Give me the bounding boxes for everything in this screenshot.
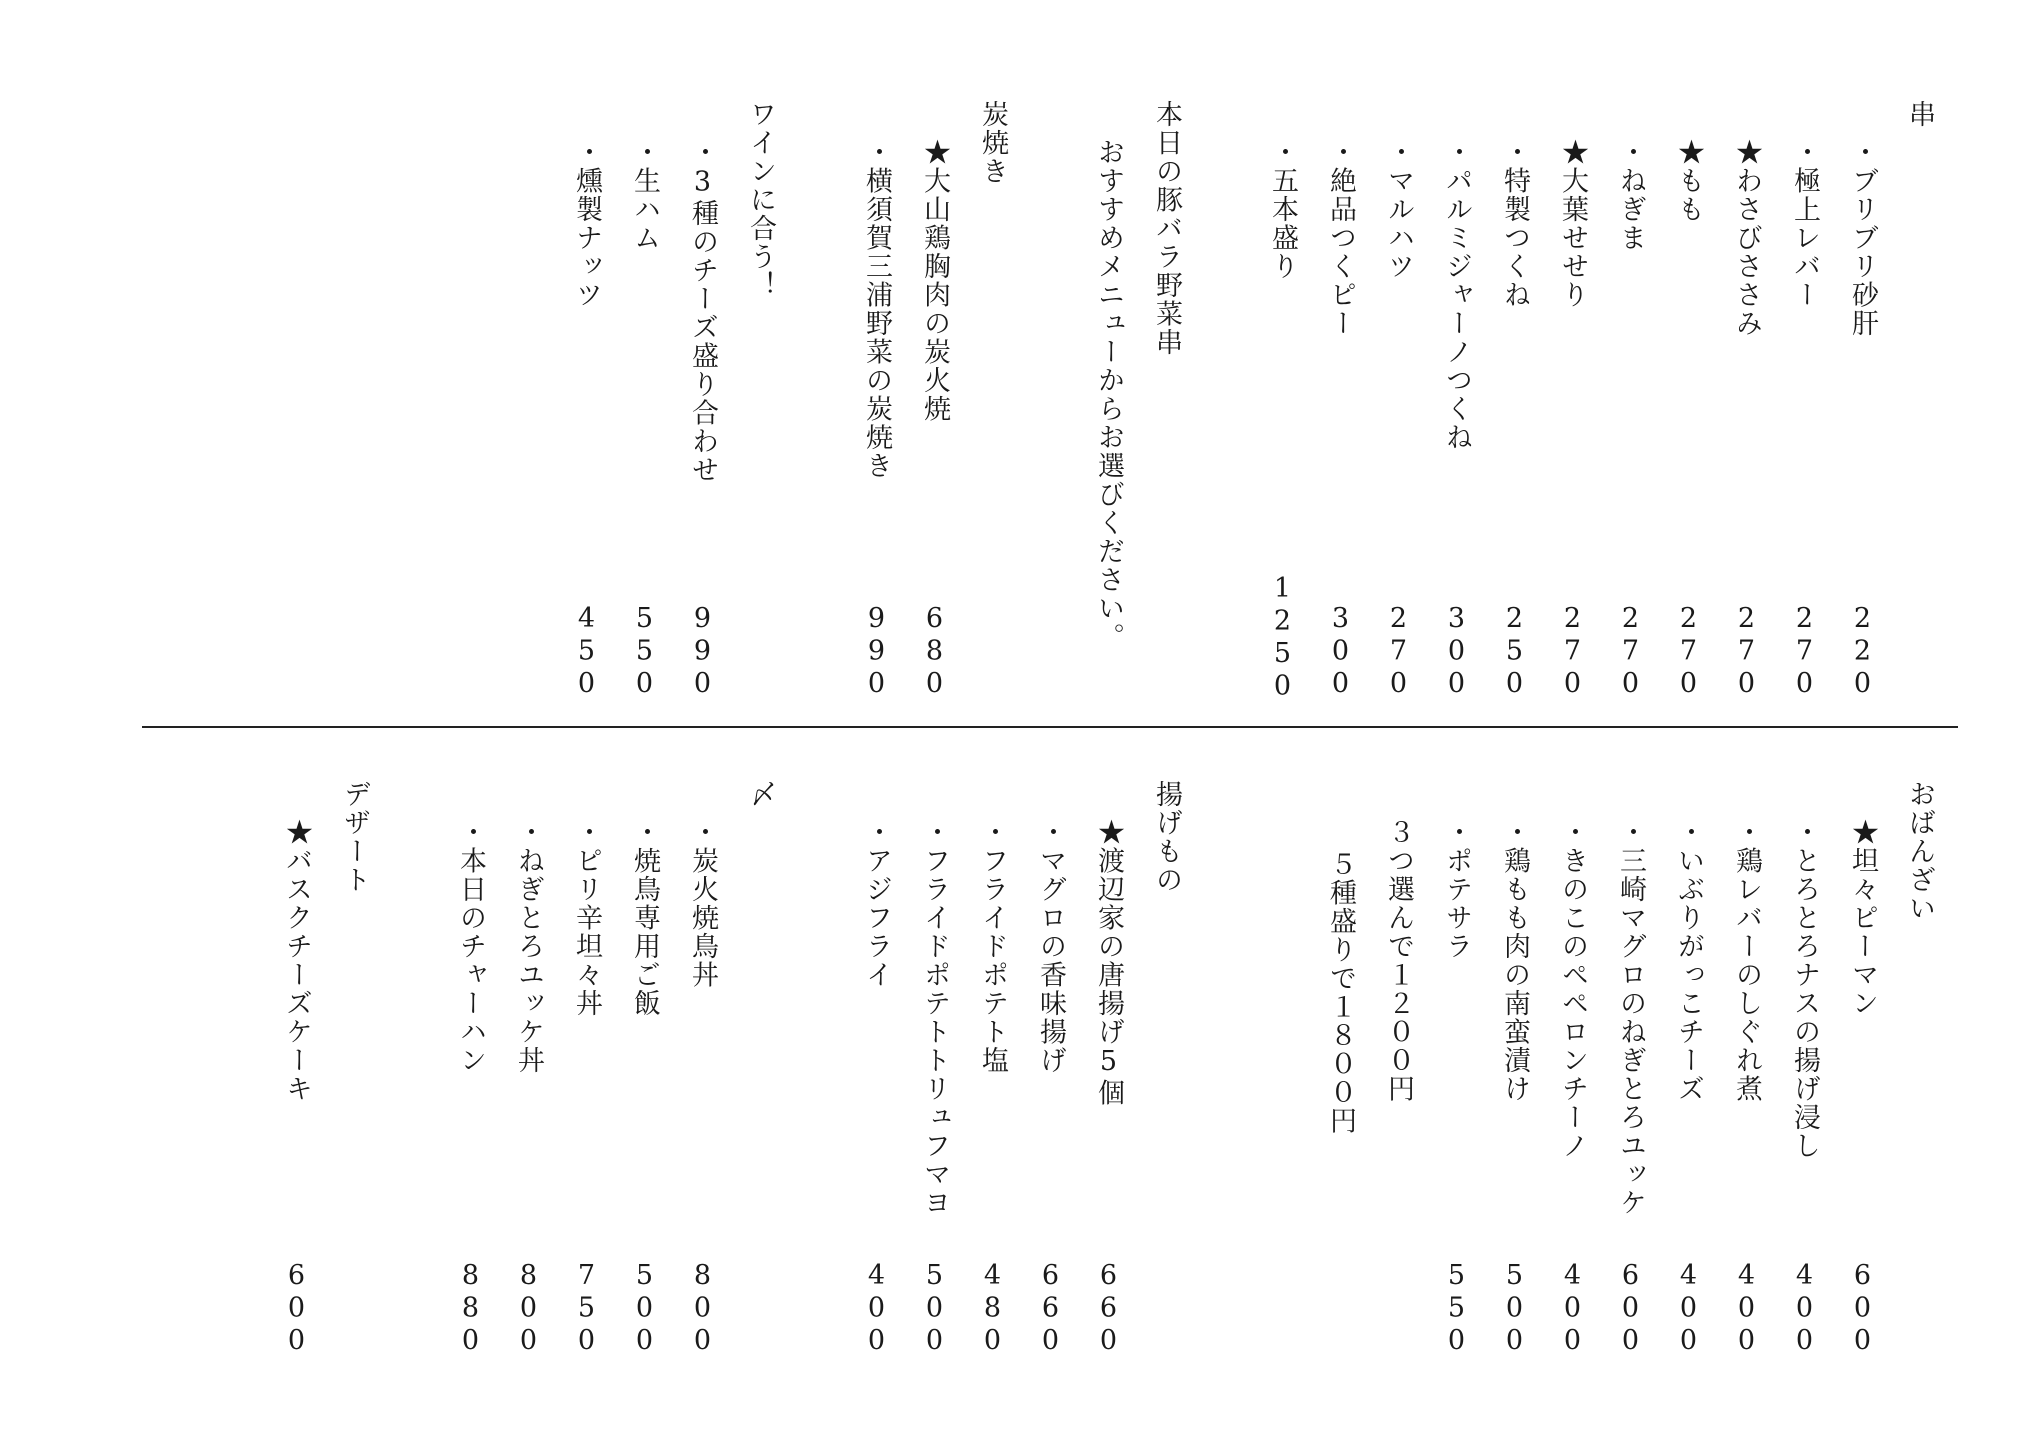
item-price: 800 bbox=[687, 1260, 718, 1358]
item-name: ・とろとろナスの揚げ浸し bbox=[1789, 818, 1820, 1160]
item-price: 1250 bbox=[1267, 573, 1298, 703]
item-name: ・焼鳥専用ご飯 bbox=[629, 818, 660, 1018]
item-name: ★バスクチーズケーキ bbox=[281, 818, 312, 1103]
item-name: ・ブリブリ砂肝 bbox=[1847, 138, 1878, 338]
item-price: 400 bbox=[1557, 1260, 1588, 1358]
section-heading-dessert: デザート bbox=[339, 780, 370, 894]
butabara-note: おすすめメニューからお選びください。 bbox=[1093, 138, 1124, 651]
item-price: 220 bbox=[1847, 603, 1878, 701]
item-name: ・3種のチーズ盛り合わせ bbox=[687, 138, 718, 484]
item-price: 270 bbox=[1673, 603, 1704, 701]
item-price: 990 bbox=[687, 603, 718, 701]
item-name: ・鶏レバーのしぐれ煮 bbox=[1731, 818, 1762, 1103]
obanzai-set-3: ３つ選んで１２００円 bbox=[1383, 818, 1414, 1103]
item-name: ・極上レバー bbox=[1789, 138, 1820, 309]
section-heading-shime: 〆 bbox=[745, 780, 776, 809]
section-heading-sumiyaki: 炭焼き bbox=[977, 100, 1008, 186]
item-name: ・三崎マグロのねぎとろユッケ bbox=[1615, 818, 1646, 1217]
item-price: 300 bbox=[1441, 603, 1472, 701]
item-price: 600 bbox=[281, 1260, 312, 1358]
item-name: ・燻製ナッツ bbox=[571, 138, 602, 309]
item-price: 600 bbox=[1847, 1260, 1878, 1358]
item-name: ★渡辺家の唐揚げ5個 bbox=[1093, 818, 1124, 1107]
item-price: 800 bbox=[513, 1260, 544, 1358]
item-name: ・ねぎとろユッケ丼 bbox=[513, 818, 544, 1075]
item-price: 270 bbox=[1789, 603, 1820, 701]
item-price: 400 bbox=[861, 1260, 892, 1358]
item-price: 270 bbox=[1615, 603, 1646, 701]
item-name: ・炭火焼鳥丼 bbox=[687, 818, 718, 989]
item-name: ・マルハツ bbox=[1383, 138, 1414, 281]
item-price: 270 bbox=[1383, 603, 1414, 701]
item-price: 400 bbox=[1789, 1260, 1820, 1358]
item-price: 450 bbox=[571, 603, 602, 701]
item-price: 750 bbox=[571, 1260, 602, 1358]
item-name: ・生ハム bbox=[629, 138, 660, 252]
item-name: ・フライドポテトトリュフマヨ bbox=[919, 818, 950, 1217]
item-name: ・フライドポテト塩 bbox=[977, 818, 1008, 1075]
item-price: 500 bbox=[919, 1260, 950, 1358]
item-price: 500 bbox=[629, 1260, 660, 1358]
item-name: ・パルミジャーノつくね bbox=[1441, 138, 1472, 452]
item-name: ★わさびささみ bbox=[1731, 138, 1762, 338]
item-name: ・アジフライ bbox=[861, 818, 892, 989]
item-name: ★大葉せせり bbox=[1557, 138, 1588, 309]
item-name: ★坦々ピーマン bbox=[1847, 818, 1878, 1018]
item-name: ・特製つくね bbox=[1499, 138, 1530, 309]
item-name: ・五本盛り bbox=[1267, 138, 1298, 281]
item-name: ・きのこのペペロンチーノ bbox=[1557, 818, 1588, 1160]
item-name: ・ポテサラ bbox=[1441, 818, 1472, 961]
item-name: ・ねぎま bbox=[1615, 138, 1646, 252]
section-heading-agemono: 揚げもの bbox=[1151, 780, 1182, 894]
item-name: ・横須賀三浦野菜の炭焼き bbox=[861, 138, 892, 480]
item-name: ★大山鶏胸肉の炭火焼 bbox=[919, 138, 950, 423]
item-price: 990 bbox=[861, 603, 892, 701]
item-price: 400 bbox=[1673, 1260, 1704, 1358]
item-name: ・いぶりがっこチーズ bbox=[1673, 818, 1704, 1103]
item-price: 270 bbox=[1731, 603, 1762, 701]
section-heading-wine: ワインに合う！ bbox=[745, 100, 776, 300]
item-price: 600 bbox=[1615, 1260, 1646, 1358]
item-price: 250 bbox=[1499, 603, 1530, 701]
section-heading-obanzai: おばんざい bbox=[1904, 780, 1935, 923]
item-name: ・ピリ辛坦々丼 bbox=[571, 818, 602, 1018]
obanzai-set-5: ５種盛りで１８００円 bbox=[1325, 850, 1356, 1135]
item-name: ・鶏もも肉の南蛮漬け bbox=[1499, 818, 1530, 1103]
item-price: 660 bbox=[1035, 1260, 1066, 1358]
item-price: 300 bbox=[1325, 603, 1356, 701]
section-heading-kushi: 串 bbox=[1904, 100, 1935, 129]
section-divider bbox=[142, 726, 1958, 728]
item-name: ★もも bbox=[1673, 138, 1704, 224]
butabara-title: 本日の豚バラ野菜串 bbox=[1151, 100, 1182, 357]
item-price: 550 bbox=[1441, 1260, 1472, 1358]
item-price: 480 bbox=[977, 1260, 1008, 1358]
item-price: 880 bbox=[455, 1260, 486, 1358]
item-price: 660 bbox=[1093, 1260, 1124, 1358]
item-name: ・マグロの香味揚げ bbox=[1035, 818, 1066, 1075]
item-price: 500 bbox=[1499, 1260, 1530, 1358]
item-price: 400 bbox=[1731, 1260, 1762, 1358]
item-price: 550 bbox=[629, 603, 660, 701]
item-price: 680 bbox=[919, 603, 950, 701]
item-name: ・本日のチャーハン bbox=[455, 818, 486, 1075]
item-name: ・絶品つくピー bbox=[1325, 138, 1356, 338]
item-price: 270 bbox=[1557, 603, 1588, 701]
